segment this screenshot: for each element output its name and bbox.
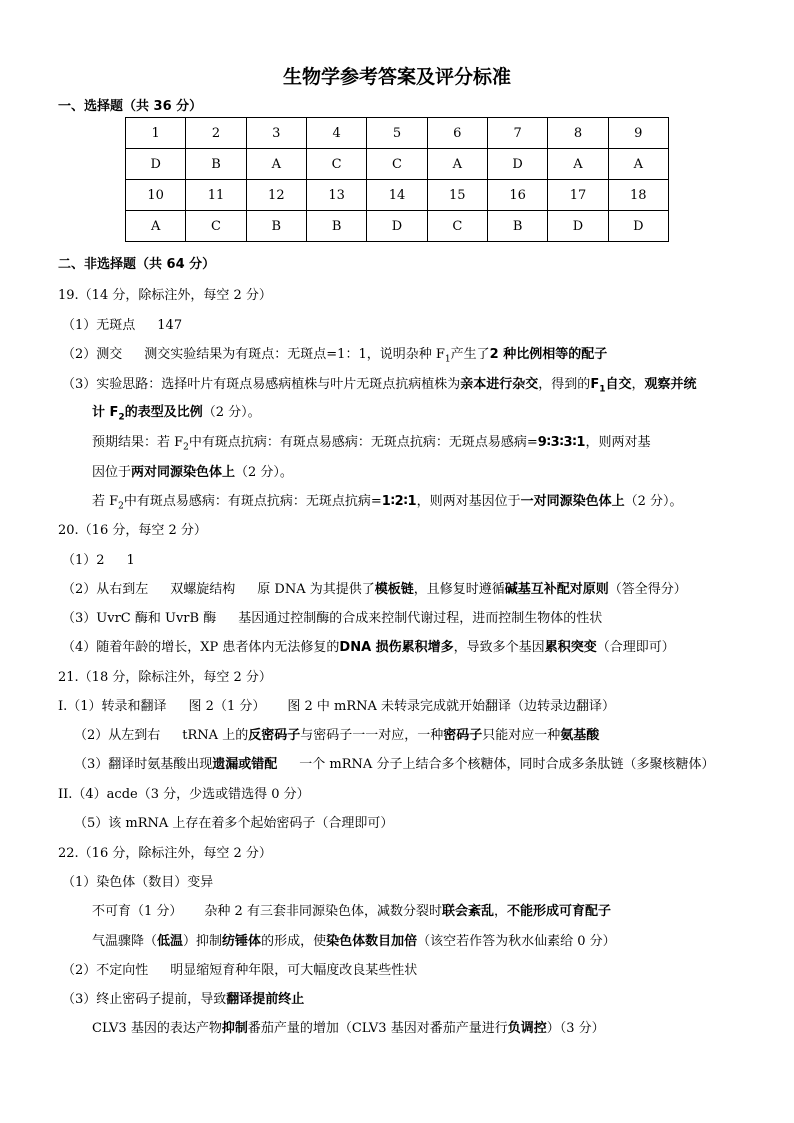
table-cell: 7	[487, 118, 547, 149]
table-cell: 3	[246, 118, 306, 149]
q22-answer-3: （3）终止密码子提前，导致翻译提前终止	[62, 992, 305, 1007]
table-cell: 11	[186, 180, 246, 211]
answer-table	[125, 117, 669, 242]
q21-part1-answer-3: （3）翻译时氨基酸出现遗漏或错配 一个 mRNA 分子上结合多个核糖体，同时合成多条肽链（多聚核糖体）	[74, 757, 715, 772]
q22-answer-1-sterile: 不可育（1 分） 杂种 2 有三套非同源染色体，减数分裂时联会紊乱，不能形成可育配子	[92, 904, 611, 919]
table-cell: B	[246, 211, 306, 242]
table-cell: B	[487, 211, 547, 242]
q21-part2-answer-4: II.（4）acde（3 分，少选或错选得 0 分）	[58, 787, 310, 802]
q19-answer-3: （3）实验思路：选择叶片有斑点易感病植株与叶片无斑点抗病植株为亲本进行杂交，得到的$F_1$自交，观察并统	[62, 377, 697, 395]
q20-answer-2: （2）从右到左 双螺旋结构 原 DNA 为其提供了模板链，且修复时遵循碱基互补配对原则（答全得分）	[62, 582, 687, 597]
table-cell: C	[427, 211, 487, 242]
table-cell: A	[246, 149, 306, 180]
table-row	[126, 149, 669, 180]
table-cell: 1	[126, 118, 186, 149]
table-row	[126, 118, 669, 149]
table-row	[126, 211, 669, 242]
q21-heading: 21.（18 分，除标注外，每空 2 分）	[58, 670, 272, 685]
table-cell: 10	[126, 180, 186, 211]
q20-answer-4: （4）随着年龄的增长，XP 患者体内无法修复的DNA 损伤累积增多，导致多个基因累积突变（合理即可）	[62, 640, 675, 655]
section-heading-choice: 一、选择题（共 36 分）	[58, 99, 203, 114]
table-cell: 4	[306, 118, 366, 149]
table-cell: 17	[548, 180, 608, 211]
q19-answer-2: （2）测交 测交实验结果为有斑点：无斑点=1：1，说明杂种 $F_1$产生了2 种比例相等的配子	[62, 347, 608, 365]
table-cell: 5	[367, 118, 427, 149]
table-cell: 16	[487, 180, 547, 211]
table-row	[126, 180, 669, 211]
table-cell: A	[126, 211, 186, 242]
q20-answer-1: （1）2 1	[62, 553, 135, 568]
table-cell: 13	[306, 180, 366, 211]
table-cell: C	[186, 211, 246, 242]
table-cell: D	[608, 211, 668, 242]
table-cell: A	[608, 149, 668, 180]
q19-expected-1: 预期结果：若 $F_2$中有斑点抗病：有斑点易感病：无斑点抗病：无斑点易感病=9∶3∶3∶1，则两对基	[92, 435, 651, 453]
table-cell: B	[186, 149, 246, 180]
table-cell: B	[306, 211, 366, 242]
table-cell: 15	[427, 180, 487, 211]
q21-part2-answer-5: （5）该 mRNA 上存在着多个起始密码子（合理即可）	[74, 816, 394, 831]
table-cell: A	[427, 149, 487, 180]
table-cell: D	[548, 211, 608, 242]
q19-answer-3-cont: 计 $F_2$的表型及比例（2 分）。	[92, 405, 261, 423]
table-cell: C	[367, 149, 427, 180]
section-heading-nonchoice: 二、非选择题（共 64 分）	[58, 257, 216, 272]
table-cell: 2	[186, 118, 246, 149]
table-cell: 18	[608, 180, 668, 211]
page-title: 生物学参考答案及评分标准	[282, 66, 511, 88]
table-cell: D	[367, 211, 427, 242]
table-cell: 6	[427, 118, 487, 149]
q22-answer-1-temperature: 气温骤降（低温）抑制纺锤体的形成，使染色体数目加倍（该空若作答为秋水仙素给 0 分）	[92, 934, 616, 949]
q22-heading: 22.（16 分，除标注外，每空 2 分）	[58, 846, 272, 861]
table-cell: 9	[608, 118, 668, 149]
q19-answer-1: （1）无斑点 147	[62, 318, 183, 333]
table-cell: C	[306, 149, 366, 180]
table-cell: D	[487, 149, 547, 180]
table-cell: 14	[367, 180, 427, 211]
q20-answer-3: （3）UvrC 酶和 UvrB 酶 基因通过控制酶的合成来控制代谢过程，进而控制生物体的性状	[62, 611, 603, 626]
q21-part1-answer-2: （2）从左到右 tRNA 上的反密码子与密码子一一对应，一种密码子只能对应一种氨基酸	[74, 728, 600, 743]
q19-expected-2: 因位于两对同源染色体上（2 分）。	[92, 465, 293, 480]
table-cell: 8	[548, 118, 608, 149]
q21-part1-answer-1: I.（1）转录和翻译 图 2（1 分） 图 2 中 mRNA 未转录完成就开始翻译（边转录边翻译）	[58, 699, 616, 714]
table-cell: A	[548, 149, 608, 180]
q22-answer-2: （2）不定向性 明显缩短育种年限，可大幅度改良某些性状	[62, 963, 418, 978]
q20-heading: 20.（16 分，每空 2 分）	[58, 523, 207, 538]
q22-answer-3-clv3: CLV3 基因的表达产物抑制番茄产量的增加（CLV3 基因对番茄产量进行负调控）（3 分）	[92, 1021, 605, 1036]
table-cell: 12	[246, 180, 306, 211]
q22-answer-1: （1）染色体（数目）变异	[62, 875, 214, 890]
q19-heading: 19.（14 分，除标注外，每空 2 分）	[58, 288, 272, 303]
q19-expected-3: 若 $F_2$中有斑点易感病：有斑点抗病：无斑点抗病=1∶2∶1，则两对基因位于一对同源染色体上（2 分）。	[92, 494, 683, 512]
table-cell: D	[126, 149, 186, 180]
